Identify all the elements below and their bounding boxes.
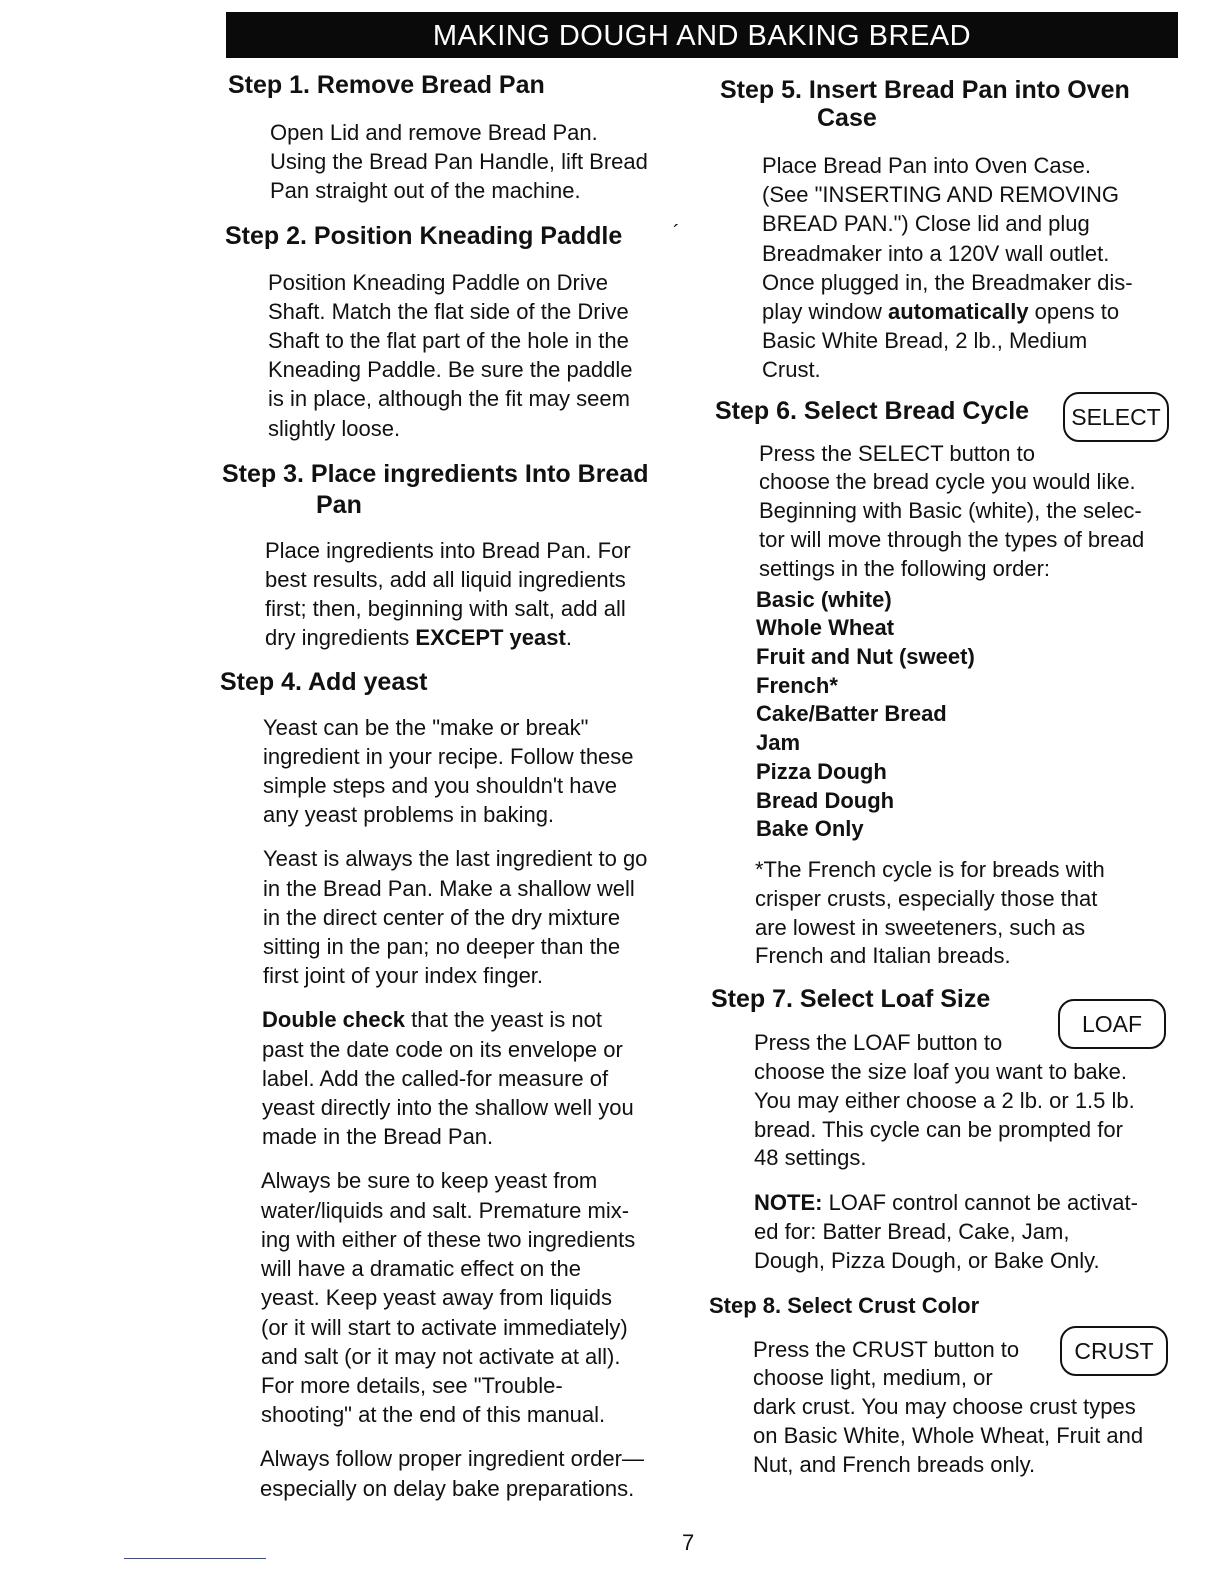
step-7-body: Press the LOAF button to choose the size loaf you want to bake. You may either choose a 2 lb. or 1.5 lb. bread. This cycle can be prompted for 48 settings. xyxy=(754,1030,1135,1171)
list-item: Pizza Dough xyxy=(756,758,887,784)
list-item: Fruit and Nut (sweet) xyxy=(756,644,975,670)
step-1-heading: Step 1. Remove Bread Pan xyxy=(228,71,545,99)
step-8-heading: Step 8. Select Crust Color xyxy=(709,1292,980,1318)
step-4-para-3: Double check that the yeast is not past the date code on its envelope or label. Add the called-for measure of yeast directly into the shallow well you made in the Bread Pan. xyxy=(262,1007,634,1150)
crust-button-illustration: CRUST xyxy=(1060,1326,1168,1376)
select-button-illustration: SELECT xyxy=(1063,392,1169,442)
step-6-heading: Step 6. Select Bread Cycle xyxy=(715,396,1030,425)
list-item: French* xyxy=(756,672,838,698)
step-2-body: Position Kneading Paddle on Drive Shaft. Match the flat side of the Drive Shaft to the flat part of the hole in the Kneading Paddle. Be sure the paddle is in place, although the fit may seem slightly loose. xyxy=(268,269,633,441)
step-5-body: Place Bread Pan into Oven Case. (See "INSERTING AND REMOVING BREAD PAN.") Close lid and plug Breadmaker into a 120V wall outlet. Once plugged in, the Breadmaker dis- play window automatically opens to Basic White Bread, 2 lb., Medium Crust. xyxy=(762,153,1133,383)
loaf-button-illustration: LOAF xyxy=(1058,999,1166,1049)
list-item: Cake/Batter Bread xyxy=(756,701,947,727)
step-2-heading: Step 2. Position Kneading Paddle xyxy=(225,221,623,250)
list-item: Jam xyxy=(756,730,801,756)
list-item: Bread Dough xyxy=(756,787,895,813)
step-7-note: NOTE: LOAF control cannot be activat- ed for: Batter Bread, Cake, Jam, Dough, Pizza Dough, or Bake Only. xyxy=(754,1190,1138,1273)
list-item: Whole Wheat xyxy=(756,615,895,641)
page-number: 7 xyxy=(682,1530,695,1555)
stray-mark: ´ xyxy=(673,222,680,244)
step-4-heading: Step 4. Add yeast xyxy=(220,667,428,696)
bread-cycle-list xyxy=(708,586,1178,844)
step-1-body: Open Lid and remove Bread Pan. Using the Bread Pan Handle, lift Bread Pan straight out of the machine. xyxy=(270,120,648,204)
step-4-para-5: Always follow proper ingredient order— especially on delay bake preparations. xyxy=(260,1446,644,1501)
step-5-heading: Step 5. Insert Bread Pan into Oven Case xyxy=(720,76,1130,132)
step-4-para-2: Yeast is always the last ingredient to go in the Bread Pan. Make a shallow well in the direct center of the dry mixture sitting in the pan; no deeper than the first joint of your index finger. xyxy=(263,846,648,989)
step-4-para-1: Yeast can be the "make or break" ingredient in your recipe. Follow these simple steps and you shouldn't have any yeast problems in baking. xyxy=(263,714,634,828)
french-footnote: *The French cycle is for breads with crisper crusts, especially those that are lowest in sweeteners, such as French and Italian breads. xyxy=(755,856,1105,969)
list-item: Bake Only xyxy=(756,816,864,842)
right-column xyxy=(708,76,1178,1479)
step-4-para-4: Always be sure to keep yeast from water/liquids and salt. Premature mix- ing with either of these two ingredients will have a dramatic effect on the yeast. Keep yeast away from liquids (or it will start to activate immediately) and salt (or it may not activate at all). For more details, see "Trouble- shooting" at the end of this manual. xyxy=(261,1168,636,1428)
step-3-heading: Step 3. Place ingredients Into Bread Pan xyxy=(222,459,649,519)
step-7-heading: Step 7. Select Loaf Size xyxy=(711,985,991,1014)
step-3-body: Place ingredients into Bread Pan. For best results, add all liquid ingredients first; then, beginning with salt, add all dry ingredients EXCEPT yeast. xyxy=(265,537,631,651)
page-title: MAKING DOUGH AND BAKING BREAD xyxy=(226,12,1178,58)
step-6-body: Press the SELECT button to choose the bread cycle you would like. Beginning with Basic (white), the selec- tor will move through the types of bread settings in the following order: xyxy=(759,440,1145,581)
list-item: Basic (white) xyxy=(756,586,892,612)
footer-rule xyxy=(124,1558,266,1559)
left-column xyxy=(218,70,698,1503)
step-8-body: Press the CRUST button to choose light, medium, or dark crust. You may choose crust types on Basic White, Whole Wheat, Fruit and Nut, and French breads only. xyxy=(753,1336,1144,1477)
